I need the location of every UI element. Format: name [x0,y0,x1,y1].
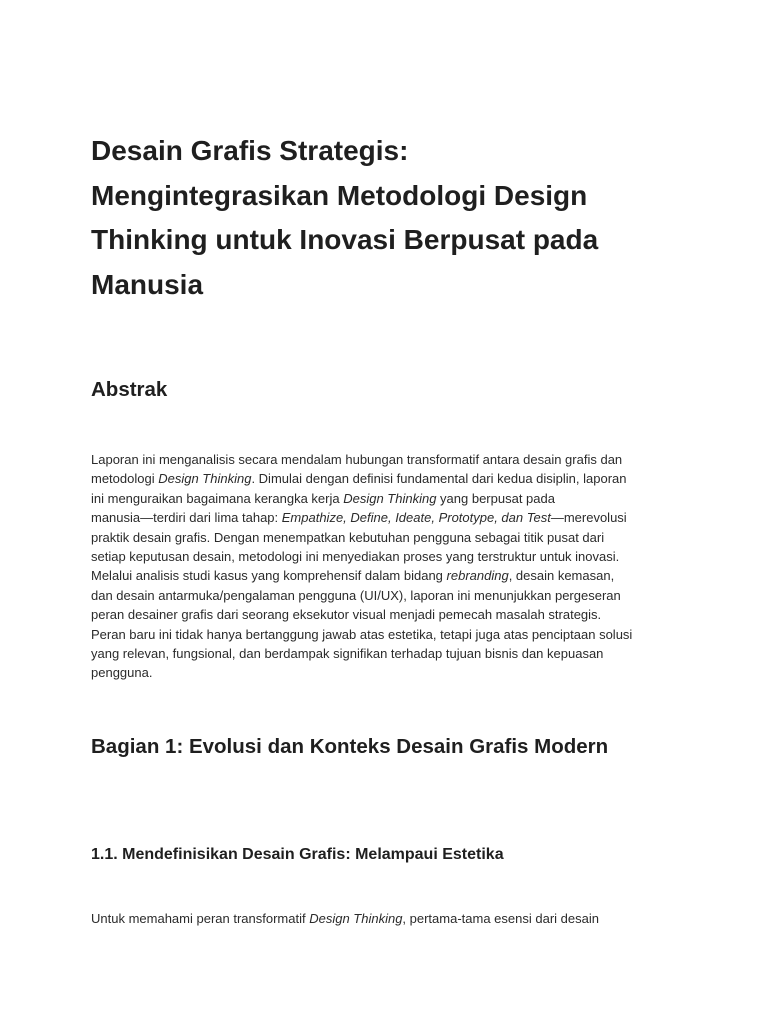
text-run: yang berpusat pada [436,490,555,506]
text-run: dan desain antarmuka/pengalaman pengguna (UI/UX), laporan ini menunjukkan pergeseran [91,587,621,603]
title-line: Thinking untuk Inovasi Berpusat pada [91,224,599,255]
paragraph-line [91,566,691,585]
italic-term: Design Thinking [309,911,403,926]
italic-term: Design Thinking [158,471,252,487]
section-heading: Bagian 1: Evolusi dan Konteks Desain Grafis Modern [91,735,609,758]
italic-term: Empathize, Define, Ideate, Prototype, dan Test [281,510,551,526]
text-run: Melalui analisis studi kasus yang komprehensif dalam bidang [91,568,447,584]
paragraph-line [91,605,691,624]
title-line: Manusia [91,268,204,300]
text-run: . Dimulai dengan definisi fundamental dari kedua disiplin, laporan [251,471,627,487]
text-run: setiap keputusan desain, metodologi ini menyediakan proses yang terstruktur untuk inovasi. [91,549,620,565]
paragraph-line [91,450,691,469]
abstract-heading: Abstrak [91,378,168,401]
text-run: Laporan ini menganalisis secara mendalam hubungan transformatif antara desain grafis dan [91,452,623,467]
subsection-heading: 1.1. Mendefinisikan Desain Grafis: Melampaui Estetika [91,846,504,863]
text-run: Untuk memahami peran transformatif [91,911,310,926]
paragraph-line [91,469,691,488]
text-run: Peran baru ini tidak hanya bertanggung jawab atas estetika, tetapi juga atas penciptaan solusi [91,626,633,642]
paragraph-line [91,586,691,605]
paragraph-line [91,644,691,663]
paragraph-line [91,547,691,566]
title-line: Mengintegrasikan Metodologi Design [91,179,588,211]
paragraph-line [91,663,691,682]
text-run: metodologi [91,471,159,487]
text-run: yang relevan, fungsional, dan berdampak signifikan terhadap tujuan bisnis dan kepuasan [91,646,604,662]
text-run: —merevolusi [550,510,627,526]
text-run: peran desainer grafis dari seorang eksekutor visual menjadi pemecah masalah strategis. [91,607,602,623]
document-title [91,129,691,307]
italic-term: Design Thinking [343,490,437,506]
paragraph-line [91,489,691,508]
paragraph-line [91,909,691,928]
text-run: praktik desain grafis. Dengan menempatkan kebutuhan pengguna sebagai titik pusat dari [91,529,605,545]
text-run: , desain kemasan, [508,568,615,584]
text-run: ini menguraikan bagaimana kerangka kerja [91,490,344,506]
abstract-paragraph [91,450,691,683]
body-paragraph [91,909,691,928]
title-line: Desain Grafis Strategis: [91,135,409,166]
italic-term: rebranding [446,568,509,584]
paragraph-line [91,625,691,644]
paragraph-line [91,528,691,547]
paragraph-line [91,508,691,527]
text-run: pengguna. [91,665,153,681]
text-run: manusia—terdiri dari lima tahap: [91,510,282,526]
text-run: , pertama-tama esensi dari desain [402,911,599,926]
